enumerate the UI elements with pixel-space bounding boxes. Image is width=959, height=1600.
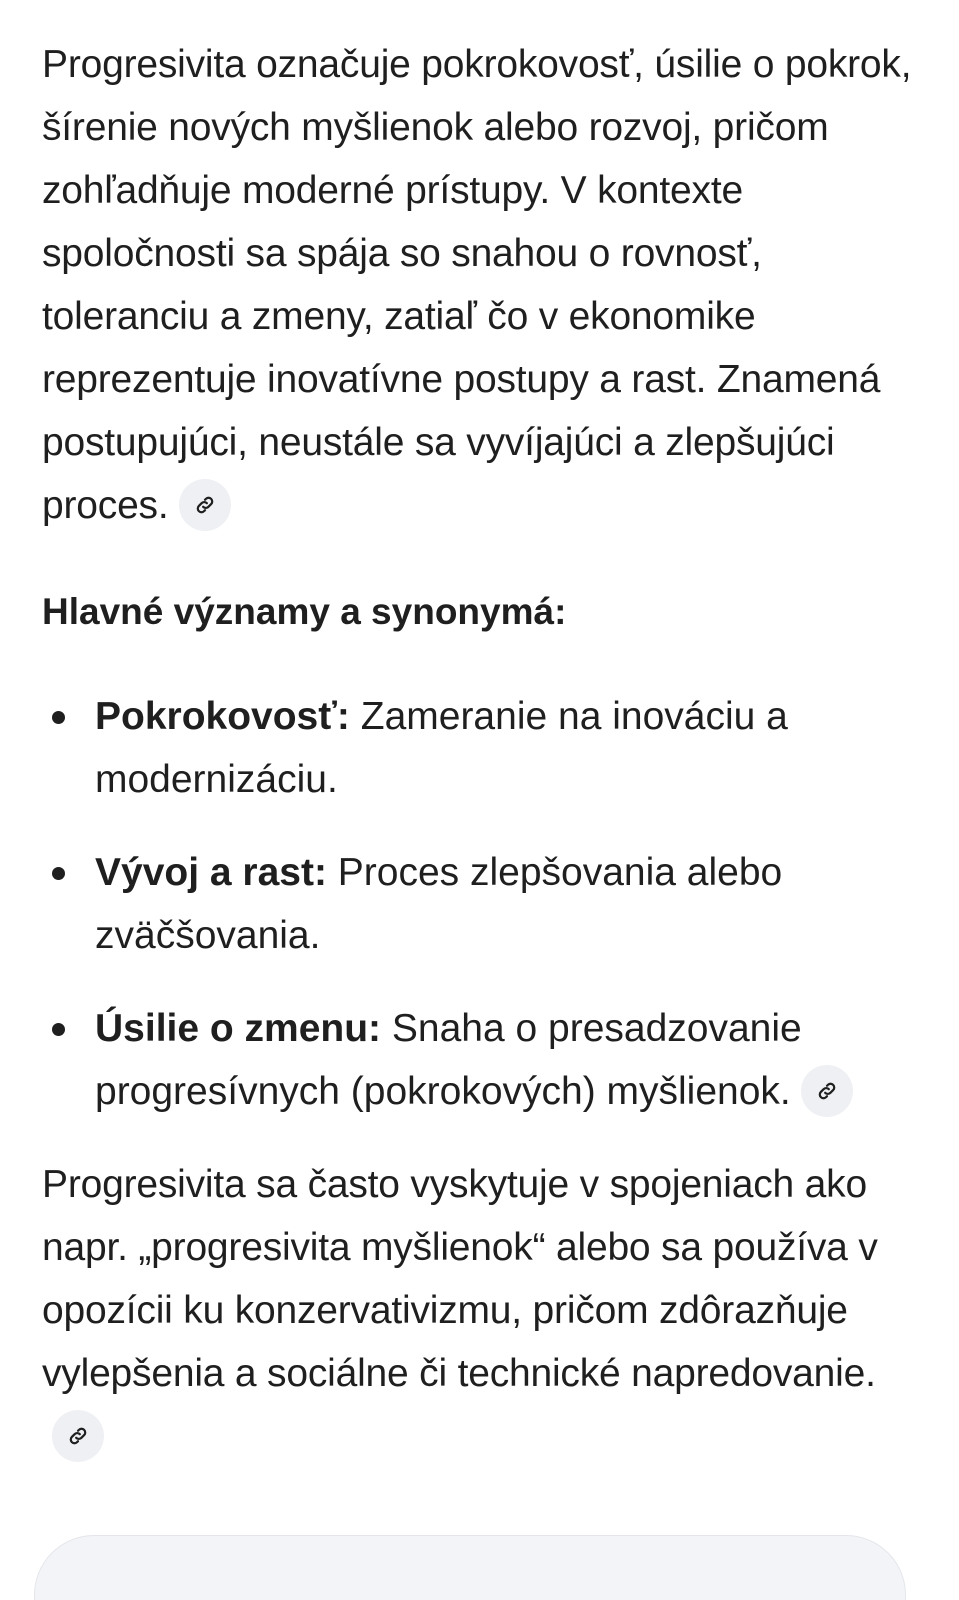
intro-paragraph [42,33,922,537]
bullet-icon [52,1023,65,1036]
list-item-term: Úsilie o zmenu: [95,1007,382,1050]
intro-text: Progresivita označuje pokrokovosť, úsilie o pokrok, šírenie nových myšlienok alebo rozvoj, pričom zohľadňuje moderné prístupy. V kontexte spoločnosti sa spája so snahou o rovnosť, toleranciu a zmeny, zatiaľ čo v ekonomike reprezentuje inovatívne postupy a rast. Znamená postupujúci, neustále sa vyvíjajúci a zlepšujúci proces. [42,43,912,527]
link-icon [67,1425,89,1447]
link-icon [816,1080,838,1102]
response-content [42,33,922,1533]
link-icon [194,494,216,516]
list-item [42,685,922,811]
bullet-icon [52,711,65,724]
list-item [42,841,922,967]
list-item [42,997,922,1123]
list-item-term: Pokrokovosť: [95,695,350,738]
outro-text: Progresivita sa často vyskytuje v spojeniach ako napr. „progresivita myšlienok“ alebo sa používa v opozícii ku konzervativizmu, pričom zdôrazňuje vylepšenia a sociálne či technické napredovanie. [42,1163,878,1395]
list-item-desc: Snaha o presadzovanie progresívnych (pokrokových) myšlienok. [95,1007,802,1113]
outro-paragraph [42,1153,922,1468]
source-link-button[interactable] [52,1410,104,1462]
source-link-button[interactable] [179,479,231,531]
list-item-desc: Proces zlepšovania alebo zväčšovania. [95,851,783,957]
source-link-button[interactable] [801,1065,853,1117]
scroll-fade [0,1490,959,1510]
list-item-desc: Zameranie na inováciu a modernizáciu. [95,695,788,801]
meanings-list [42,685,922,1123]
section-heading: Hlavné významy a synonymá: [42,591,567,632]
bullet-icon [52,867,65,880]
list-item-term: Vývoj a rast: [95,851,327,894]
prompt-input-bar[interactable] [34,1535,906,1600]
